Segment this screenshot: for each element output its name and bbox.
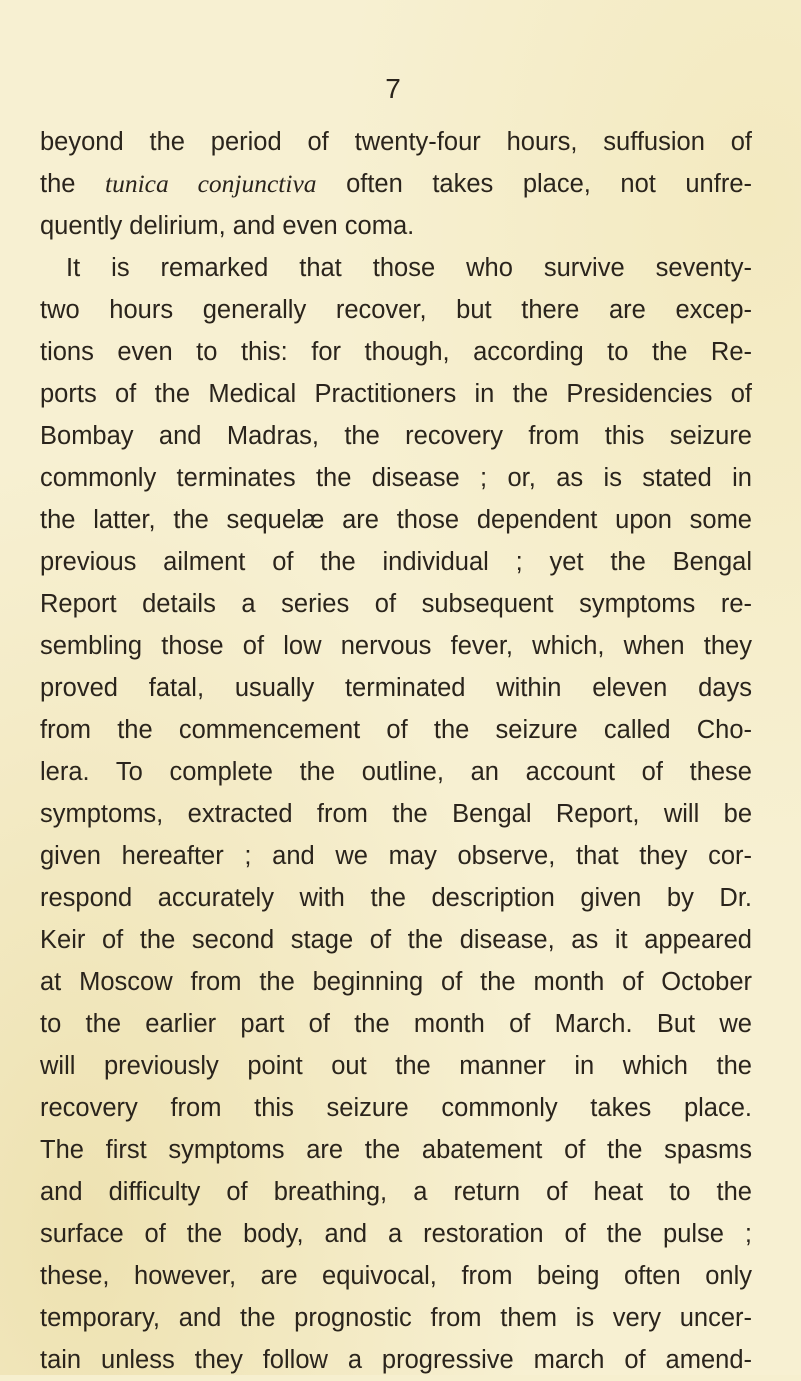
text-line: lera. To complete the outline, an account of these (40, 758, 752, 786)
text-line: quently delirium, and even coma. (40, 212, 415, 240)
text-line: Report details a series of subsequent symptoms re- (40, 590, 752, 618)
text-line: from the commencement of the seizure called Cho- (40, 716, 752, 744)
text-line: tions even to this: for though, according to the Re- (40, 338, 752, 366)
text-line: beyond the period of twenty-four hours, suffusion of (40, 128, 752, 156)
text-line: and difficulty of breathing, a return of heat to the (40, 1178, 752, 1206)
text-line: to the earlier part of the month of March. But we (40, 1010, 752, 1038)
text-line: sembling those of low nervous fever, which, when they (40, 632, 752, 660)
text-line: The first symptoms are the abatement of the spasms (40, 1136, 752, 1164)
text-line: the latter, the sequelæ are those dependent upon some (40, 506, 752, 534)
text-line: tain unless they follow a progressive march of amend- (40, 1346, 752, 1374)
text-line: will previously point out the manner in which the (40, 1052, 752, 1080)
body-text (40, 121, 752, 1381)
text-line: recovery from this seizure commonly takes place. (40, 1094, 752, 1122)
page-number: 7 (385, 73, 401, 104)
text-line: surface of the body, and a restoration of the pulse ; (40, 1220, 752, 1248)
text-line (40, 163, 752, 205)
text-line: Keir of the second stage of the disease, as it appeared (40, 926, 752, 954)
text-line: respond accurately with the description given by Dr. (40, 884, 752, 912)
text-fragment: often takes place, not unfre- (346, 170, 752, 198)
text-line: previous ailment of the individual ; yet the Bengal (40, 548, 752, 576)
text-line: temporary, and the prognostic from them is very uncer- (40, 1304, 752, 1332)
text-line: proved fatal, usually terminated within eleven days (40, 674, 752, 702)
text-fragment: the (40, 170, 76, 198)
text-line: given hereafter ; and we may observe, that they cor- (40, 842, 752, 870)
text-line: It is remarked that those who survive seventy- (66, 254, 752, 282)
text-line: at Moscow from the beginning of the month of October (40, 968, 752, 996)
text-line: Bombay and Madras, the recovery from this seizure (40, 422, 752, 450)
text-line: two hours generally recover, but there are excep- (40, 296, 752, 324)
text-line: ports of the Medical Practitioners in the Presidencies of (40, 380, 752, 408)
text-line: these, however, are equivocal, from being often only (40, 1262, 752, 1290)
italic-term: tunica conjunctiva (105, 169, 317, 198)
text-line: symptoms, extracted from the Bengal Report, will be (40, 800, 752, 828)
text-line: commonly terminates the disease ; or, as is stated in (40, 464, 752, 492)
